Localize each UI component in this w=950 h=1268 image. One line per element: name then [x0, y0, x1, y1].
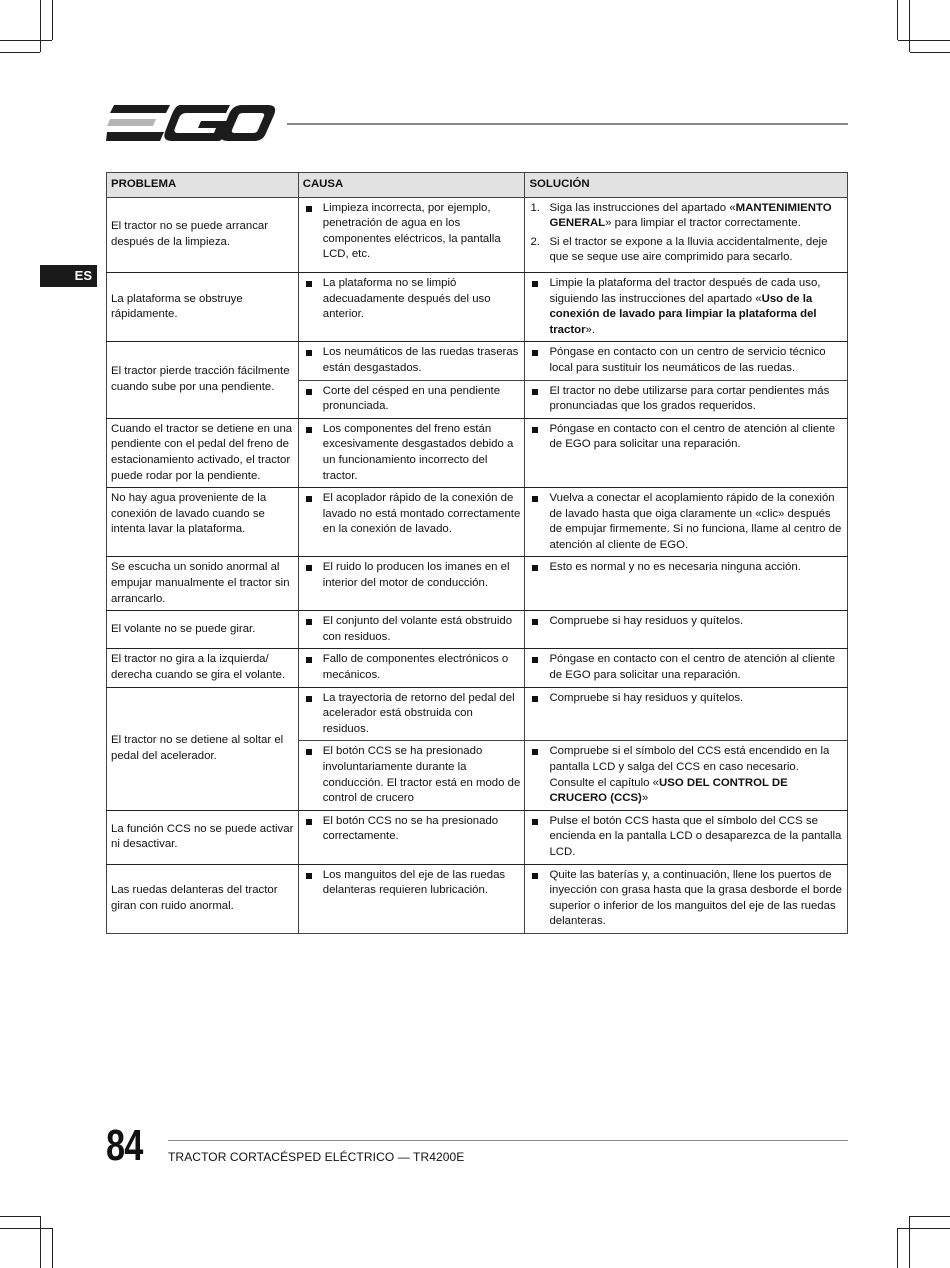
table-row: [107, 649, 848, 687]
solution-item: Limpie la plataforma del tractor después de cada uso, siguiendo las instrucciones del apartado «Uso de la conexión de lavado para limpiar la plataforma del tractor».: [529, 276, 843, 338]
solution-cell: [525, 687, 848, 741]
header-problem: PROBLEMA: [107, 173, 299, 198]
cause-item: Los neumáticos de las ruedas traseras están desgastados.: [303, 345, 521, 376]
table-row: [107, 687, 848, 741]
solution-cell: [525, 197, 848, 272]
solution-item: Esto es normal y no es necesaria ninguna acción.: [529, 560, 843, 576]
solution-cell: [525, 611, 848, 649]
table-row: [107, 611, 848, 649]
problem-cell: La plataforma se obstruye rápidamente.: [107, 272, 299, 341]
solution-item: 1. Siga las instrucciones del apartado «MANTENIMIENTO GENERAL» para limpiar el tractor correctamente.: [530, 201, 832, 230]
table-row: [107, 810, 848, 864]
problem-cell: Las ruedas delanteras del tractor giran con ruido anormal.: [107, 864, 299, 933]
cause-item: Los componentes del freno están excesivamente desgastados debido a un funcionamiento incorrecto del tractor.: [303, 422, 521, 484]
crop-mark: [0, 40, 52, 41]
cause-cell: [298, 418, 525, 487]
solution-item: Vuelva a conectar el acoplamiento rápido de la conexión de lavado hasta que oiga claramente un «clic» después de empujar firmemente. Si no funciona, llame al centro de atención al cliente de EGO.: [529, 491, 843, 553]
table-row: [107, 197, 848, 272]
cause-cell: [298, 810, 525, 864]
solution-item: Póngase en contacto con el centro de atención al cliente de EGO para solicitar una reparación.: [529, 422, 843, 453]
solution-item: Póngase en contacto con el centro de atención al cliente de EGO para solicitar una reparación.: [529, 652, 843, 683]
solution-item: Compruebe si hay residuos y quítelos.: [529, 614, 843, 630]
crop-mark: [897, 1228, 898, 1268]
solution-cell: [525, 810, 848, 864]
language-tab: ES: [40, 265, 97, 287]
cause-item: Fallo de componentes electrónicos o mecánicos.: [303, 652, 521, 683]
solution-cell: [525, 380, 848, 418]
solution-cell: [525, 342, 848, 380]
solution-cell: [525, 649, 848, 687]
cause-cell: [298, 557, 525, 611]
cause-cell: [298, 488, 525, 557]
cause-cell: [298, 197, 525, 272]
cause-item: El ruido lo producen los imanes en el interior del motor de conducción.: [303, 560, 521, 591]
solution-item: Compruebe si el símbolo del CCS está encendido en la pantalla LCD y salga del CCS en caso necesario. Consulte el capítulo «USO DEL CONTROL DE CRUCERO (CCS)»: [529, 744, 843, 806]
cause-cell: [298, 649, 525, 687]
crop-mark: [52, 1228, 53, 1268]
crop-mark: [898, 1228, 950, 1229]
problem-cell: Se escucha un sonido anormal al empujar manualmente el tractor sin arrancarlo.: [107, 557, 299, 611]
problem-cell: El tractor no se detiene al soltar el pedal del acelerador.: [107, 687, 299, 810]
header-rule: [287, 123, 848, 125]
header-solution: SOLUCIÓN: [525, 173, 848, 198]
solution-cell: [525, 557, 848, 611]
crop-mark: [40, 0, 41, 52]
crop-mark: [910, 1216, 950, 1217]
table-row: [107, 272, 848, 341]
table-row: [107, 557, 848, 611]
crop-mark: [0, 1228, 52, 1229]
header-cause: CAUSA: [298, 173, 525, 198]
cause-item: El botón CCS se ha presionado involuntariamente durante la conducción. El tractor está en modo de control de crucero: [303, 744, 521, 806]
footer-title: TRACTOR CORTACÉSPED ELÉCTRICO — TR4200E: [168, 1150, 465, 1164]
cause-item: Corte del césped en una pendiente pronunciada.: [303, 384, 521, 415]
solution-cell: [525, 488, 848, 557]
cause-item: Limpieza incorrecta, por ejemplo, penetración de agua en los componentes eléctricos, la pantalla LCD, etc.: [303, 201, 521, 263]
solution-cell: [525, 741, 848, 810]
solution-item: Póngase en contacto con un centro de servicio técnico local para sustituir los neumáticos de las ruedas.: [529, 345, 843, 376]
problem-cell: La función CCS no se puede activar ni desactivar.: [107, 810, 299, 864]
crop-mark: [52, 0, 53, 40]
problem-cell: No hay agua proveniente de la conexión de lavado cuando se intenta lavar la plataforma.: [107, 488, 299, 557]
solution-item: 2. Si el tractor se expone a la lluvia accidentalmente, deje que se seque use aire comprimido para secarlo.: [530, 235, 828, 264]
crop-mark: [909, 0, 910, 52]
cause-cell: [298, 741, 525, 810]
problem-cell: Cuando el tractor se detiene en una pendiente con el pedal del freno de estacionamiento activado, el tractor puede rodar por la pendiente.: [107, 418, 299, 487]
problem-cell: El tractor pierde tracción fácilmente cuando sube por una pendiente.: [107, 342, 299, 418]
problem-cell: El volante no se puede girar.: [107, 611, 299, 649]
cause-cell: [298, 611, 525, 649]
troubleshooting-table: [106, 172, 848, 934]
solution-cell: [525, 272, 848, 341]
cause-item: El botón CCS no se ha presionado correctamente.: [303, 814, 521, 845]
solution-item: El tractor no debe utilizarse para cortar pendientes más pronunciadas que los grados requeridos.: [529, 384, 843, 415]
problem-cell: El tractor no se puede arrancar después de la limpieza.: [107, 197, 299, 272]
solution-cell: [525, 864, 848, 933]
crop-mark: [897, 0, 898, 40]
cause-cell: [298, 687, 525, 741]
crop-mark: [0, 1216, 40, 1217]
solution-item: Quite las baterías y, a continuación, llene los puertos de inyección con grasa hasta que la grasa desborde el borde superior o inferior de los manguitos del eje de las ruedas delanteras.: [529, 868, 843, 930]
footer-rule: [168, 1140, 848, 1141]
table-header-row: [107, 173, 848, 198]
table-row: [107, 864, 848, 933]
cause-item: El acoplador rápido de la conexión de lavado no está montado correctamente en la conexión de lavado.: [303, 491, 521, 538]
solution-item: Compruebe si hay residuos y quítelos.: [529, 691, 843, 707]
cause-item: La plataforma no se limpió adecuadamente después del uso anterior.: [303, 276, 521, 323]
crop-mark: [40, 1216, 41, 1268]
table-row: [107, 418, 848, 487]
table-row: [107, 342, 848, 380]
cause-cell: [298, 272, 525, 341]
problem-cell: El tractor no gira a la izquierda/ derecha cuando se gira el volante.: [107, 649, 299, 687]
crop-mark: [0, 52, 40, 53]
cause-item: El conjunto del volante está obstruido con residuos.: [303, 614, 521, 645]
table-row: [107, 488, 848, 557]
cause-item: Los manguitos del eje de las ruedas delanteras requieren lubricación.: [303, 868, 521, 899]
solution-item: Pulse el botón CCS hasta que el símbolo del CCS se encienda en la pantalla LCD o desaparezca de la pantalla LCD.: [529, 814, 843, 861]
cause-cell: [298, 864, 525, 933]
ego-logo: [106, 103, 276, 143]
crop-mark: [910, 52, 950, 53]
cause-cell: [298, 342, 525, 380]
crop-mark: [909, 1216, 910, 1268]
crop-mark: [898, 40, 950, 41]
solution-cell: [525, 418, 848, 487]
cause-item: La trayectoria de retorno del pedal del acelerador está obstruida con residuos.: [303, 691, 521, 738]
page-number: 84: [106, 1121, 143, 1170]
cause-cell: [298, 380, 525, 418]
